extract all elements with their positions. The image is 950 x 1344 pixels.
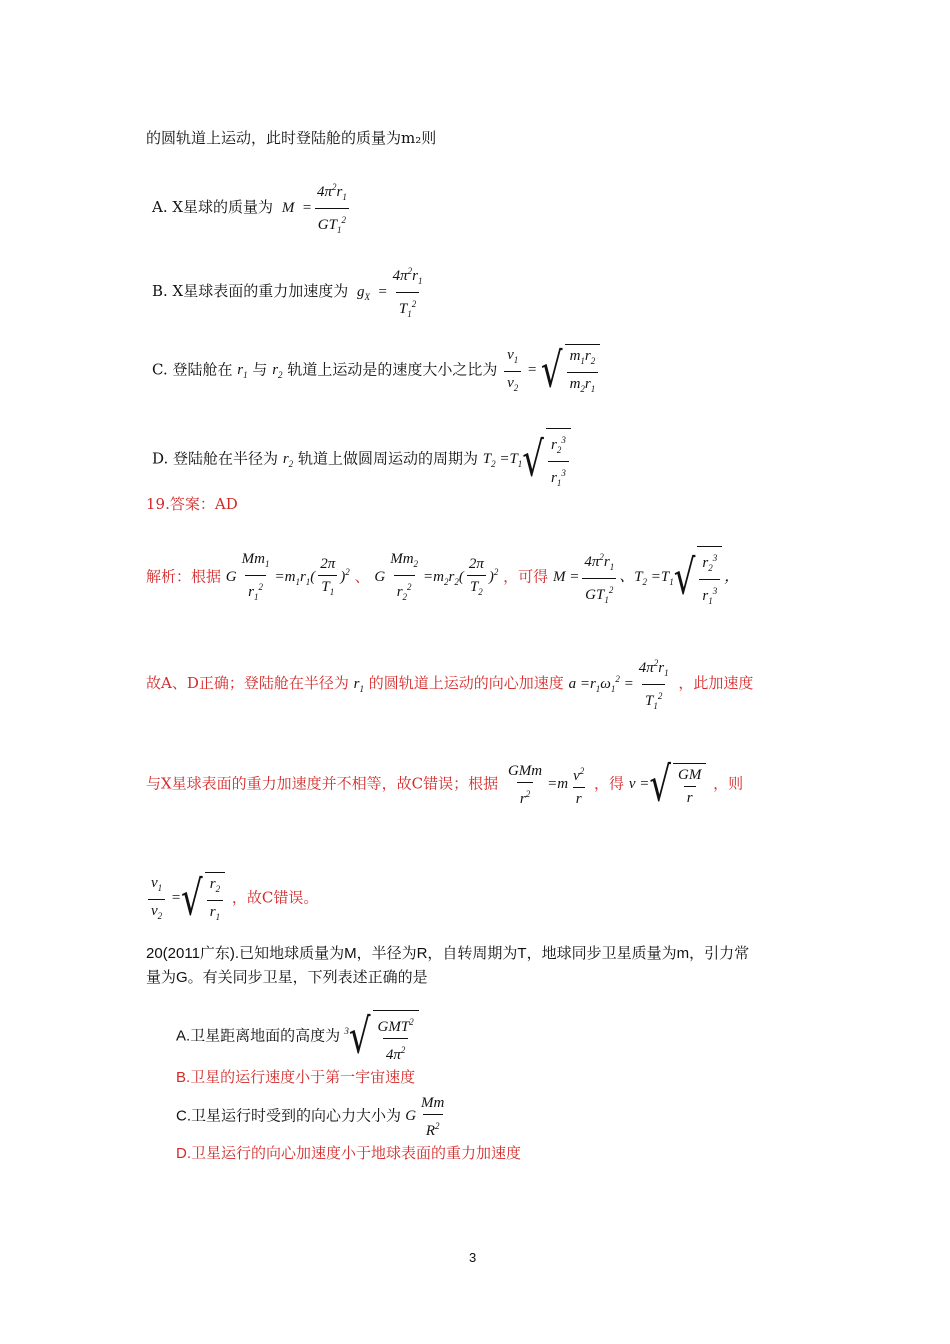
formula-centripetal: $a =r_1\omega_1^2$ = $\frac{4\pi^2r_1}{T_1^2}$ — [569, 676, 674, 692]
formula-gravitation-2: G $\frac{Mm_2}{r_2^2}$ $=m_2r_2$( $\frac{2\pi}{T_2}$ )$^2$ — [374, 569, 498, 585]
formula-gravitation-1: G $\frac{Mm_1}{r_1^2}$ $=m_1r_1$( $\frac{2\pi}{T_1}$ )$^2$ — [226, 569, 350, 585]
var-r2: $r_2$ — [282, 451, 294, 470]
analysis-line-3a: 与X星球表面的重力加速度并不相等，故C错误；根据 — [146, 774, 499, 793]
formula-speed-ratio: $\frac{v_1}{v_2}$ = √ $\frac{m_1r_2}{m_2r_1}$ — [502, 362, 602, 378]
formula-gravity: $g_X$ = $\frac{4\pi^2r_1}{T_1^2}$ — [357, 284, 427, 300]
analysis-line-3 — [146, 757, 744, 813]
var-r2: $r_2$ — [272, 362, 283, 381]
question-20-line-1: 20(2011广东).已知地球质量为M，半径为R，自转周期为T，地球同步卫星质量为m，引力常 — [146, 945, 750, 962]
option-b-label: B. X星球表面的重力加速度为 — [152, 281, 349, 300]
var-r1: $r_1$ — [237, 362, 248, 381]
page-number: 3 — [469, 1250, 477, 1265]
analysis-line-2b: 的圆轨道上运动的向心加速度 — [368, 673, 564, 692]
option-d-label-2: 轨道上做圆周运动的周期为 — [297, 449, 478, 468]
q20-option-d: D.卫星运行的向心加速度小于地球表面的重力加速度 — [176, 1145, 522, 1162]
option-d-label-1: D. 登陆舱在半径为 — [152, 449, 279, 468]
formula-centripetal-force: G $\frac{Mm}{R^2}$ — [405, 1095, 445, 1139]
analysis-line-3b: ，得 — [594, 774, 625, 793]
analysis-line-4-text: ，故C错误。 — [231, 888, 319, 907]
formula-velocity: v = √ $\frac{GM}{r}$ — [629, 776, 709, 792]
option-c-label-2: 与 — [252, 360, 268, 379]
option-c — [152, 344, 602, 398]
analysis-label: 解析：根据 — [146, 567, 222, 586]
question-20-line-2: 量为G。有关同步卫星，下列表述正确的是 — [146, 969, 428, 986]
answer-19: 19.答案：AD — [146, 495, 238, 513]
analysis-line-2a: 故A、D正确；登陆舱在半径为 — [146, 673, 349, 692]
option-a-label: A. X星球的质量为 — [152, 197, 274, 216]
formula-mass: M = $\frac{4\pi^2r_1}{GT_1^2}$ — [282, 200, 352, 216]
q20-option-b: B.卫星的运行速度小于第一宇宙速度 — [176, 1069, 416, 1086]
analysis-line-2c: ，此加速度 — [678, 673, 754, 692]
q20-option-c-label: C.卫星运行时受到的向心力大小为 — [176, 1107, 402, 1125]
analysis-line-4 — [146, 872, 318, 926]
option-a — [152, 178, 352, 239]
question-intro-line: 的圆轨道上运动，此时登陆舱的质量为m₂则 — [146, 129, 437, 147]
analysis-line-1 — [146, 546, 739, 610]
formula-force: $\frac{\text{GMm}}{r^2}$ =m $\frac{v^2}{r}$ — [507, 763, 585, 807]
analysis-line-3c: ，则 — [713, 774, 744, 793]
option-c-label-1: C. 登陆舱在 — [152, 360, 233, 379]
analysis-separator: 、 — [354, 567, 370, 586]
option-d — [152, 428, 573, 492]
q20-option-c — [176, 1094, 449, 1140]
option-b — [152, 262, 428, 323]
formula-velocity-ratio: $\frac{v_1}{v_2}$ = √ $\frac{r_2}{r_1}$ — [146, 890, 227, 906]
analysis-line-2 — [146, 654, 753, 715]
var-r1: $r_1$ — [353, 675, 364, 694]
q20-option-a — [176, 1010, 421, 1064]
formula-period: $T_2 =T_1$ √ $\frac{r_2^3}{r_1^3}$ — [483, 451, 573, 467]
option-c-label-3: 轨道上运动是的速度大小之比为 — [287, 360, 498, 379]
formula-height: $^3$ √ $\frac{GMT^2}{4\pi^2}$ — [344, 1028, 420, 1044]
analysis-get: ，可得 — [503, 567, 549, 586]
formula-mass-result: M = $\frac{4\pi^2r_1}{GT_1^2}$ 、$T_2 =T_1$ √ $\frac{r_2^3}{r_1^3}$ ， — [553, 569, 739, 585]
q20-option-a-label: A.卫星距离地面的高度为 — [176, 1027, 341, 1045]
